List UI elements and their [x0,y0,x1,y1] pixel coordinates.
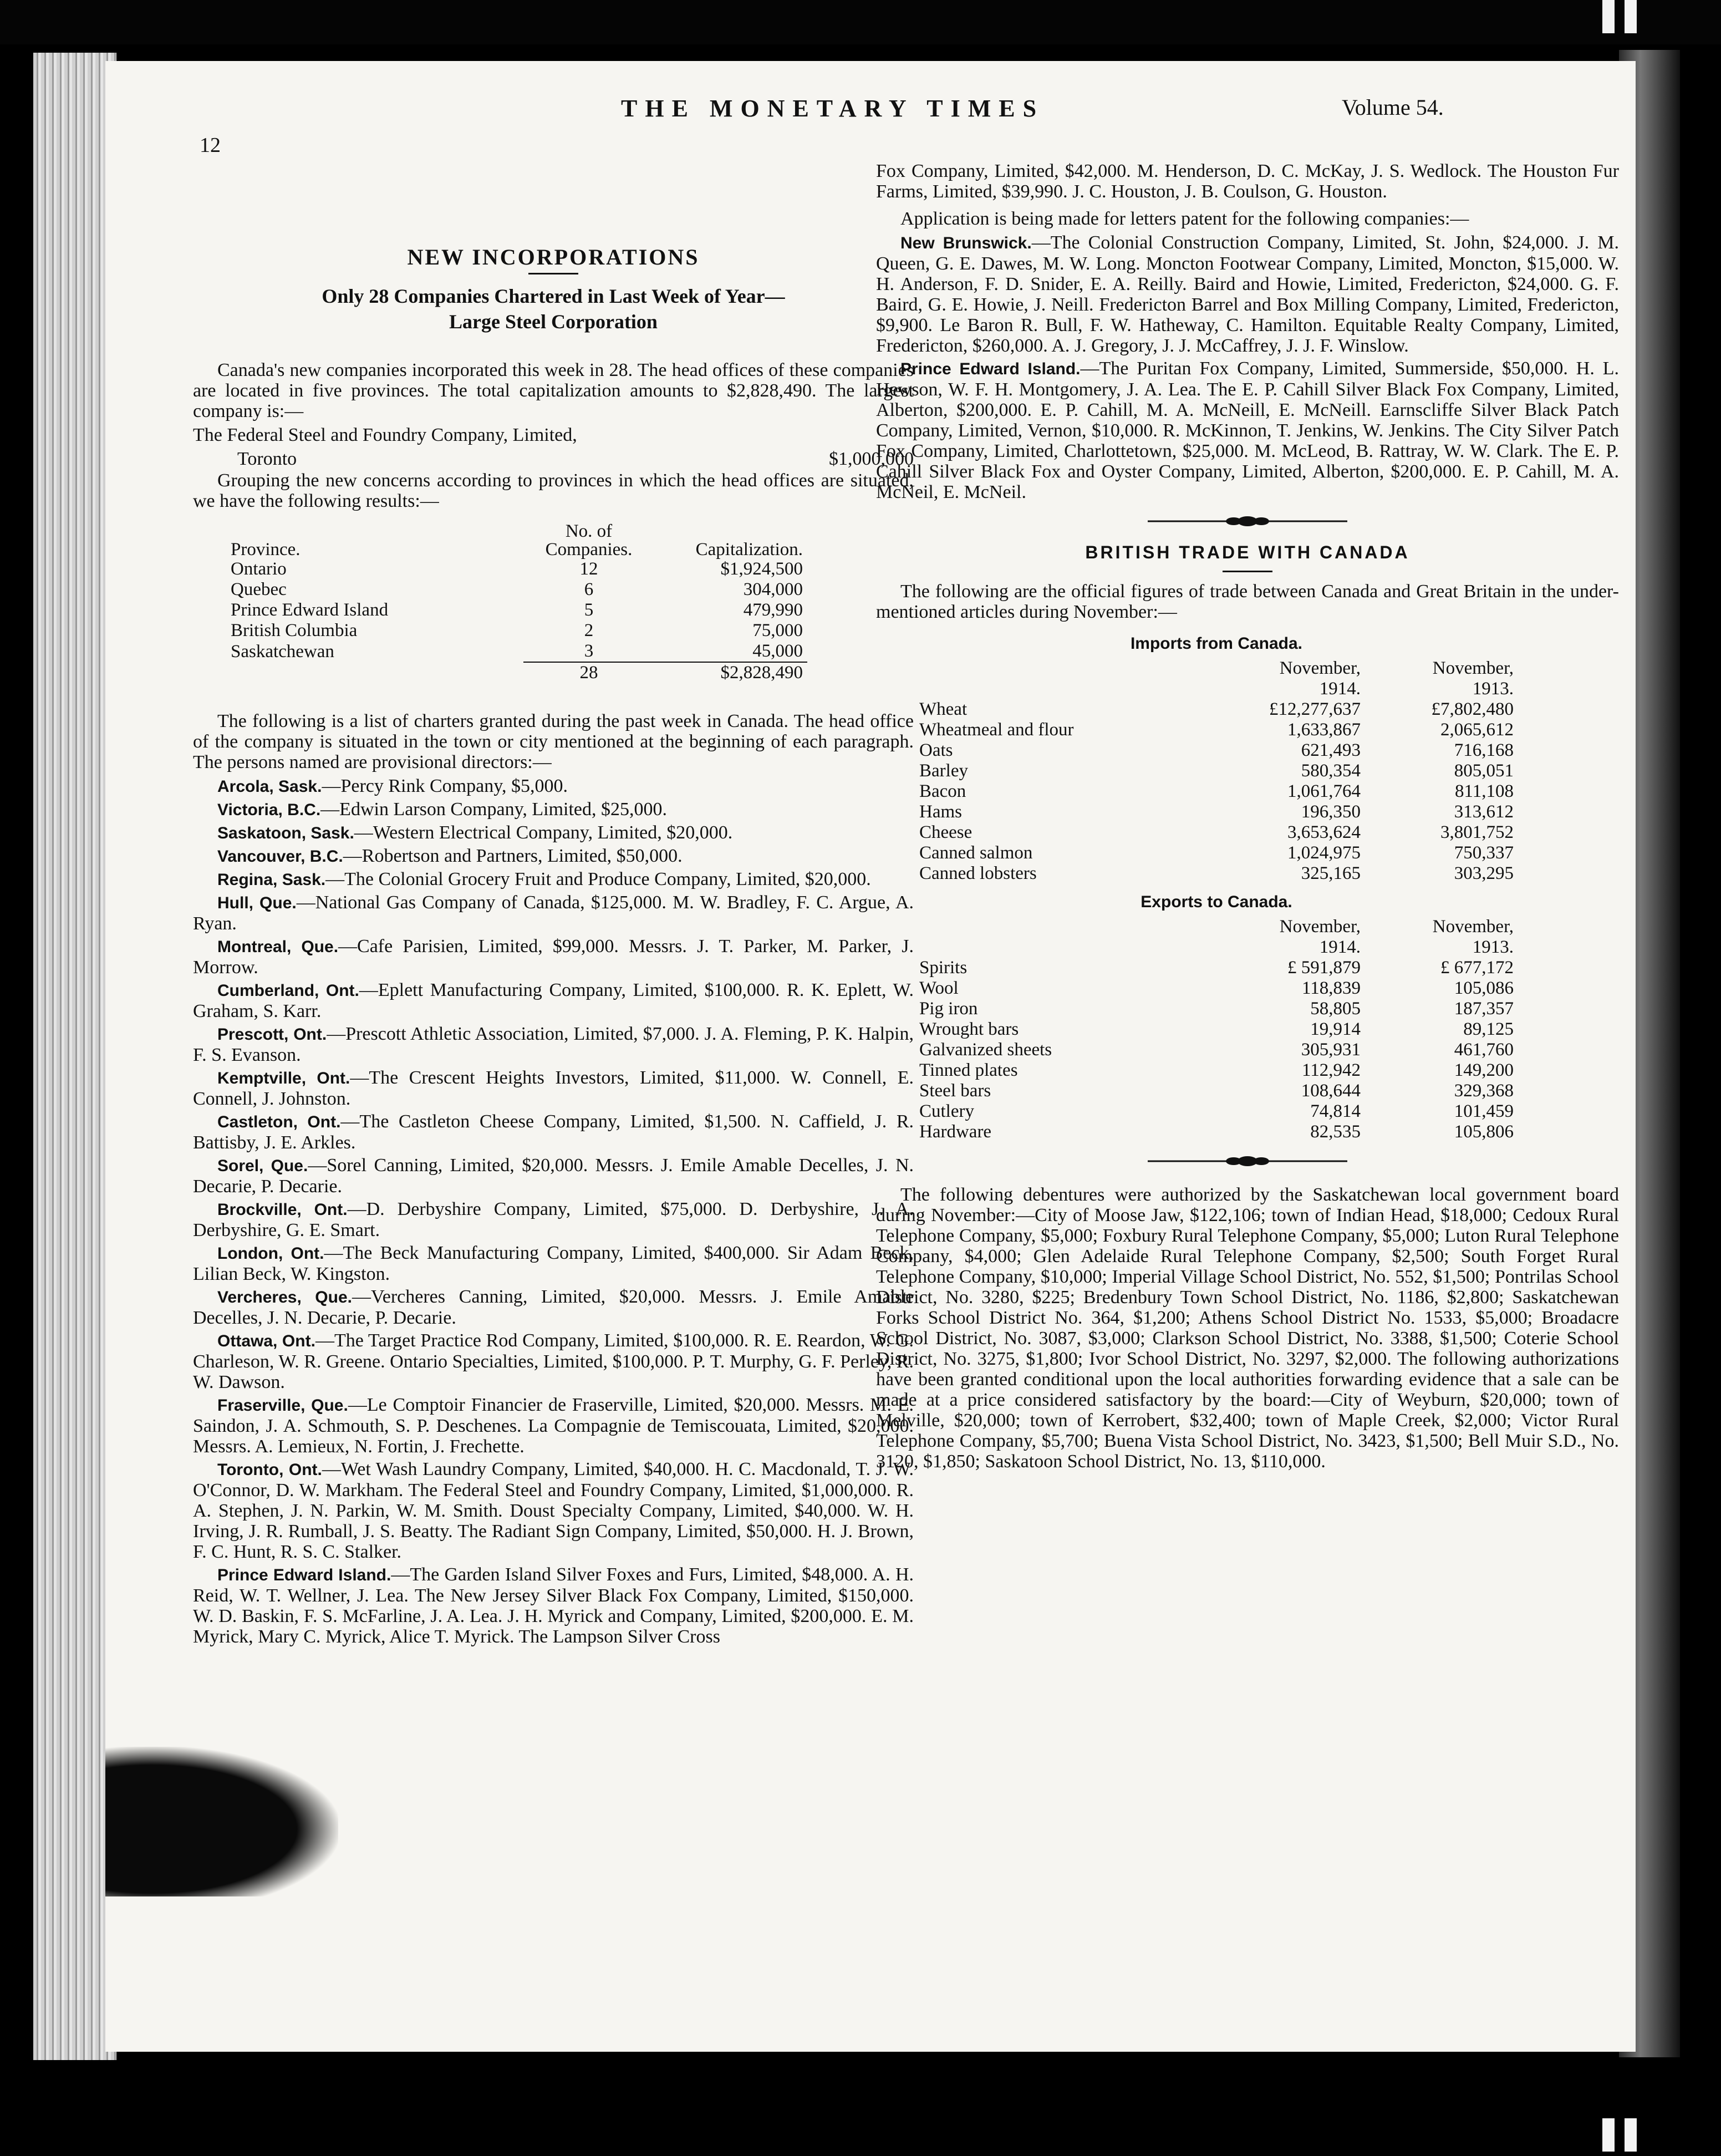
list-item [193,1067,914,1109]
column-header: November, [1279,917,1361,937]
trade-item: Spirits [919,958,968,978]
newspaper-page [105,61,1636,2052]
value-1913: 461,760 [1454,1040,1514,1060]
entry-text: —The Beck Manufacturing Company, Limited, $400,000. Sir Adam Beck, Lilian Beck, W. Kingston. [193,1243,914,1284]
trade-item: Wool [919,978,959,998]
table-row [915,999,1518,1019]
binder-clip-mark [1625,0,1637,33]
table-subheading: Imports from Canada. [1130,634,1303,653]
book-page-edges [33,53,116,2060]
entry-place: Prince Edward Island. [900,360,1081,378]
trade-item: Wrought bars [919,1019,1019,1039]
year-header-row [915,679,1518,699]
trade-item: Wheat [919,699,968,719]
entry-place: Arcola, Sask. [217,777,322,796]
binder-clip-mark [1602,2118,1615,2152]
trade-item: Canned salmon [919,843,1033,863]
value-1914: 1,633,867 [1287,720,1361,740]
value-1913: 329,368 [1454,1081,1514,1101]
value-1914: £ 591,879 [1287,958,1361,978]
value-1913: 303,295 [1454,863,1514,883]
entry-text: —Le Comptoir Financier de Fraserville, Limited, $20,000. Messrs. M. E. Saindon, J. A. Schmouth, S. P. Deschenes. La Compagnie de Temiscouata, Limited, $20,000. Messrs. A. Lemieux, N. Fortin, J. Frechette. [193,1395,914,1457]
entry-text: —Prescott Athletic Association, Limited, $7,000. J. A. Fleming, P. K. Halpin, F. S. Evanson. [193,1024,914,1065]
trade-item: Bacon [919,781,966,801]
value-1913: 716,168 [1454,740,1514,760]
table-row [915,1101,1518,1122]
column-header: 1914. [1319,679,1361,699]
year-header-row [915,937,1518,958]
charter-list [193,776,914,1647]
province-name: Quebec [231,579,287,599]
blank-cell [915,937,1212,958]
trade-table [915,626,1518,1142]
list-item [193,1287,914,1328]
carryover-paragraph: Fox Company, Limited, $42,000. M. Henderson, D. C. McKay, J. S. Wedlock. The Houston Fur Farms, Limited, $39,990. J. C. Houston, J. B. Coulson, G. Houston. [876,161,1619,202]
value-1913: 89,125 [1463,1019,1514,1039]
section-heading-incorporations: NEW INCORPORATIONS [407,245,700,270]
value-1913: 105,086 [1454,978,1514,998]
trade-item: Hardware [919,1122,992,1142]
table-row [915,863,1518,884]
binder-clip-mark [1602,0,1615,33]
table-row [226,559,807,579]
column-header: 1913. [1472,679,1514,699]
province-name: Prince Edward Island [231,600,389,620]
value-1914: 621,493 [1301,740,1361,760]
list-item [193,892,914,934]
value-1913: 811,108 [1454,781,1514,801]
trade-item: Wheatmeal and flour [919,720,1074,740]
year-header-row [915,917,1518,937]
value-1914: 3,653,624 [1287,822,1361,842]
table-row [915,843,1518,863]
divider [528,273,578,274]
entry-text: —Sorel Canning, Limited, $20,000. Messrs. J. Emile Amable Decelles, J. N. Decarie, P. Decarie. [193,1155,914,1197]
table-row [915,1122,1518,1142]
table-row [915,1060,1518,1081]
table-row [226,641,807,662]
debentures-paragraph: The following debentures were authorized by the Saskatchewan local government board during November:—City of Moose Jaw, $122,106; town of Indian Head, $18,000; Cedoux Rural Telephone Company, $5,000; Foxbury Rural Telephone Company, $5,000; Luton Rural Telephone Company, $4,000; Glen Adelaide Rural Telephone Company, $2,500; South Forget Rural Telephone Company, $10,000; Imperial Village School District, No. 552, $1,500; Pontrilas School District, No. 3280, $225; Bredenbury Town School District, No. 1186, $2,800; Saskatchewan Forks School District No. 364, $1,200; Athens School District No. 1533, $5,000; Broadacre School District, No. 3087, $3,000; Clarkson School District, No. 3388, $1,500; Coterie School District, No. 3275, $1,800; Ivor School District, No. 3297, $2,000. The following authorizations have been granted conditional upon the local authorities forwarding evidence that a sale can be made at a price considered satisfactory by the board:—City of Weyburn, $20,000; town of Melville, $20,000; town of Kerrobert, $32,400; town of Maple Creek, $2,000; Victor Rural Telephone Company, $5,700; Buena Vista School District, No. 3423, $1,500; Bell Muir S.D., No. 3120, $1,850; Saskatoon School District, No. 13, $110,000. [876,1184,1619,1472]
list-item [193,1024,914,1065]
capitalization: 75,000 [752,621,803,640]
entry-text: —Edwin Larson Company, Limited, $25,000. [320,799,668,820]
value-1913: 101,459 [1454,1101,1514,1121]
list-item [193,1395,914,1457]
entry-text: —D. Derbyshire Company, Limited, $75,000. D. Derbyshire, J. A. Derbyshire, G. E. Smart. [193,1199,914,1240]
value-1914: 82,535 [1310,1122,1361,1142]
value-1914: 1,024,975 [1287,843,1361,863]
publication-title: THE MONETARY TIMES [621,95,1045,122]
page-number: 12 [200,134,221,157]
list-item [193,1155,914,1197]
list-item [193,1330,914,1392]
entry-text: —National Gas Company of Canada, $125,000. M. W. Bradley, F. C. Argue, A. Ryan. [193,892,914,934]
table-row [915,802,1518,822]
table-row [915,978,1518,999]
capitalization: 45,000 [752,641,803,661]
trade-item: Hams [919,802,962,822]
entry-place: Saskatoon, Sask. [217,824,354,842]
value-1914: 580,354 [1301,761,1361,781]
entry-text: —The Puritan Fox Company, Limited, Summerside, $50,000. H. L. Hewson, W. F. H. Montgomery, J. A. Lea. The E. P. Cahill Silver Black Fox Company, Limited, Alberton, $200,000. E. P. Cahill, M. A. McNeill, E. McNeill. Earnscliffe Silver Black Patch Company, Limited, Vernon, $10,000. R. McKinnon, T. Jenkins, W. Jenkins. The City Silver Patch Fox Company, Limited, Charlottetown, $25,000. M. McLeod, B. Rattray, W. W. Clark. The E. P. Cahill Silver Black Fox and Oyster Company, Limited, Alberton, $200,000. E. P. Cahill, M. A. McNeil, E. McNeil. [876,358,1619,502]
value-1914: 112,942 [1301,1060,1361,1080]
ornamental-rule [876,1155,1619,1168]
value-1913: 750,337 [1454,843,1514,863]
entry-text: —Vercheres Canning, Limited, $20,000. Messrs. J. Emile Amable Decelles, J. N. Decarie, P. Decarie. [193,1287,914,1328]
value-1914: 19,914 [1310,1019,1361,1039]
table-row [915,740,1518,761]
value-1914: £12,277,637 [1269,699,1361,719]
entry-place: Cumberland, Ont. [217,982,359,1000]
largest-company-line: Toronto $1,000,000 [237,449,914,469]
entry-text: —Robertson and Partners, Limited, $50,000. [343,846,683,866]
provinces-table: Province. No. of Companies. Capitalization. Ontario 12 $1,924,500 Quebec 6 304,000 Prince Edward Island 5 479,990 British Columbia 2 75,000 Saskatchewan 3 45,000 28 $2,828,490 [226,522,807,683]
value-1914: 1,061,764 [1287,781,1361,801]
list-intro: The following is a list of charters granted during the past week in Canada. The head office of the company is situated in the town or city mentioned at the beginning of each paragraph. The persons named are provisional directors:— [193,711,914,772]
list-item [876,358,1619,502]
entry-text: —Cafe Parisien, Limited, $99,000. Messrs. J. T. Parker, M. Parker, J. Morrow. [193,936,914,978]
right-column [876,161,1619,1475]
province-name: Saskatchewan [231,642,334,662]
blank-cell [915,658,1212,679]
column-header: November, [1279,658,1361,678]
value-1913: £ 677,172 [1440,958,1514,978]
value-1913: 149,200 [1454,1060,1514,1080]
company-count: 5 [584,600,594,620]
capitalization: 304,000 [743,579,803,599]
entry-text: —The Colonial Construction Company, Limited, St. John, $24,000. J. M. Queen, G. E. Dawes, M. W. Long. Moncton Footwear Company, Limited, Moncton, $15,000. W. H. Anderson, F. D. Snider, E. A. Reilly. Baird and Howie, Limited, Fredericton, $24,000. G. F. Baird, G. E. Howie, J. Neill. Fredericton Barrel and Box Milling Company, Limited, Fredericton, $9,900. Le Baron R. Bull, F. W. Hatheway, C. Hamilton. Equitable Realty Company, Limited, Fredericton, $260,000. A. J. Gregory, J. J. McCaffrey, J. J. F. Winslow. [876,232,1619,356]
table-row [915,1040,1518,1060]
entry-place: Toronto, Ont. [217,1461,322,1479]
column-header: 1913. [1472,937,1514,957]
value-1913: 187,357 [1454,999,1514,1019]
entry-place: Vercheres, Que. [217,1288,352,1306]
trade-item: Galvanized sheets [919,1040,1052,1060]
volume-label: Volume 54. [1342,95,1444,120]
entry-place: London, Ont. [217,1244,324,1263]
company-count: 6 [584,579,594,599]
trade-item: Cutlery [919,1101,974,1121]
blank-cell [915,917,1212,937]
table-row [226,621,807,641]
list-item [193,799,914,820]
entry-place: Ottawa, Ont. [217,1332,315,1350]
entry-text: —Western Electrical Company, Limited, $20,000. [354,822,733,843]
column-header: November, [1432,917,1514,937]
table-row [226,600,807,621]
capitalization: $1,924,500 [720,559,803,579]
trade-item: Oats [919,740,953,760]
list-item [193,1111,914,1153]
table-row [915,699,1518,720]
province-name: British Columbia [231,621,358,640]
entry-text: —The Garden Island Silver Foxes and Furs, Limited, $48,000. A. H. Reid, W. T. Wellner, J. Lea. The New Jersey Silver Black Fox Company, Limited, $150,000. W. D. Baskin, F. S. McFarline, J. A. Lea. J. H. Myrick and Company, Limited, $200,000. E. M. Myrick, Mary C. Myrick, Alice T. Myrick. The Lampson Silver Cross [193,1564,914,1647]
table-row [915,1019,1518,1040]
trade-item: Steel bars [919,1081,991,1101]
scan-border [0,0,1721,44]
table-row [915,761,1518,781]
value-1913: 313,612 [1454,802,1514,822]
province-name: Ontario [231,559,287,579]
company-count: 3 [584,641,594,661]
application-intro: Application is being made for letters patent for the following companies:— [900,209,1469,229]
value-1913: 805,051 [1454,761,1514,781]
entry-text: —Wet Wash Laundry Company, Limited, $40,000. H. C. Macdonald, T. J. W. O'Connor, D. W. Markham. The Federal Steel and Foundry Company, Limited, $1,000,000. R. A. Stephen, J. N. Parkin, W. M. Smith. Doust Specialty Company, Limited, $40,000. W. H. Irving, J. R. Rumball, J. S. Beatty. The Radiant Sign Company, Limited, $50,000. H. J. Brown, F. C. Hunt, R. S. C. Stalker. [193,1459,914,1562]
value-1914: 74,814 [1310,1101,1361,1121]
value-1913: 3,801,752 [1440,822,1514,842]
entry-place: Prescott, Ont. [217,1025,327,1044]
entry-text: —Percy Rink Company, $5,000. [322,776,568,796]
list-item [193,1459,914,1562]
trade-intro: The following are the official figures of trade between Canada and Great Britain in the under-mentioned articles during November:— [876,581,1619,622]
value-1914: 58,805 [1310,999,1361,1019]
column-header: 1914. [1319,937,1361,957]
trade-item: Pig iron [919,999,978,1019]
applications-list [876,232,1619,502]
column-header: November, [1432,658,1514,678]
table-subheading-row [915,626,1518,658]
trade-item: Cheese [919,822,972,842]
entry-place: Fraserville, Que. [217,1396,348,1415]
entry-place: Regina, Sask. [217,871,326,889]
entry-place: Hull, Que. [217,894,297,912]
year-header-row [915,658,1518,679]
intro-paragraph: Canada's new companies incorporated this week in 28. The head offices of these companies are located in five provinces. The total capitalization amounts to $2,828,490. The largest company is:— [193,360,914,421]
entry-place: Vancouver, B.C. [217,847,343,866]
value-1914: 118,839 [1301,978,1361,998]
company-count: 12 [579,559,598,579]
entry-text: —Eplett Manufacturing Company, Limited, $100,000. R. K. Eplett, W. Graham, S. Karr. [193,980,914,1021]
entry-place: Prince Edward Island. [217,1566,391,1584]
table-row [915,1081,1518,1101]
table-row [915,822,1518,843]
list-item [193,936,914,978]
trade-heading: BRITISH TRADE WITH CANADA [1085,542,1410,562]
value-1914: 325,165 [1301,863,1361,883]
section-subheading: Only 28 Companies Chartered in Last Week of Year— Large Steel Corporation [322,285,785,333]
entry-text: —The Crescent Heights Investors, Limited, $11,000. W. Connell, E. Connell, J. Johnston. [193,1067,914,1109]
entry-place: Castleton, Ont. [217,1113,341,1131]
table-subheading-row [915,884,1518,917]
entry-text: —The Target Practice Rod Company, Limited, $100,000. R. E. Reardon, W. G. Charleson, W. R. Greene. Ontario Specialties, Limited, $100,000. P. T. Murphy, G. F. Perley, R. W. Dawson. [193,1330,914,1392]
left-column [193,172,914,1649]
value-1914: 108,644 [1301,1081,1361,1101]
list-item [193,1243,914,1284]
value-1913: 105,806 [1454,1122,1514,1142]
list-item [193,980,914,1021]
table-row [915,720,1518,740]
list-item [876,232,1619,356]
entry-place: New Brunswick. [900,234,1032,252]
list-item [193,869,914,890]
divider [1223,571,1272,572]
list-item [193,1564,914,1647]
value-1913: £7,802,480 [1431,699,1514,719]
entry-place: Brockville, Ont. [217,1201,348,1219]
list-item [193,846,914,867]
trade-item: Tinned plates [919,1060,1018,1080]
thumb-shadow [105,1747,338,1896]
binder-clip-mark [1625,2118,1637,2152]
trade-item: Barley [919,761,968,781]
entry-text: —The Castleton Cheese Company, Limited, $1,500. N. Caffield, J. R. Battisby, J. E. Arkles. [193,1111,914,1153]
value-1914: 196,350 [1301,802,1361,822]
list-item [193,776,914,797]
table-row [226,579,807,600]
entry-place: Kemptville, Ont. [217,1069,350,1087]
table-total-row: 28 $2,828,490 [226,662,807,683]
entry-place: Sorel, Que. [217,1157,308,1175]
table-row [915,958,1518,978]
value-1913: 2,065,612 [1440,720,1514,740]
blank-cell [915,679,1212,699]
trade-item: Canned lobsters [919,863,1037,883]
list-item [193,1199,914,1240]
list-item [193,822,914,843]
value-1914: 305,931 [1301,1040,1361,1060]
ornamental-rule [876,515,1619,528]
capitalization: 479,990 [743,600,803,620]
company-count: 2 [584,621,594,640]
entry-text: —The Colonial Grocery Fruit and Produce Company, Limited, $20,000. [325,869,871,889]
grouping-paragraph: Grouping the new concerns according to provinces in which the head offices are situated, we have the following results:— [193,470,914,511]
entry-place: Victoria, B.C. [217,801,321,819]
entry-place: Montreal, Que. [217,938,339,956]
table-row [915,781,1518,802]
table-subheading: Exports to Canada. [1140,893,1292,911]
largest-company: The Federal Steel and Foundry Company, Limited, [193,425,577,445]
